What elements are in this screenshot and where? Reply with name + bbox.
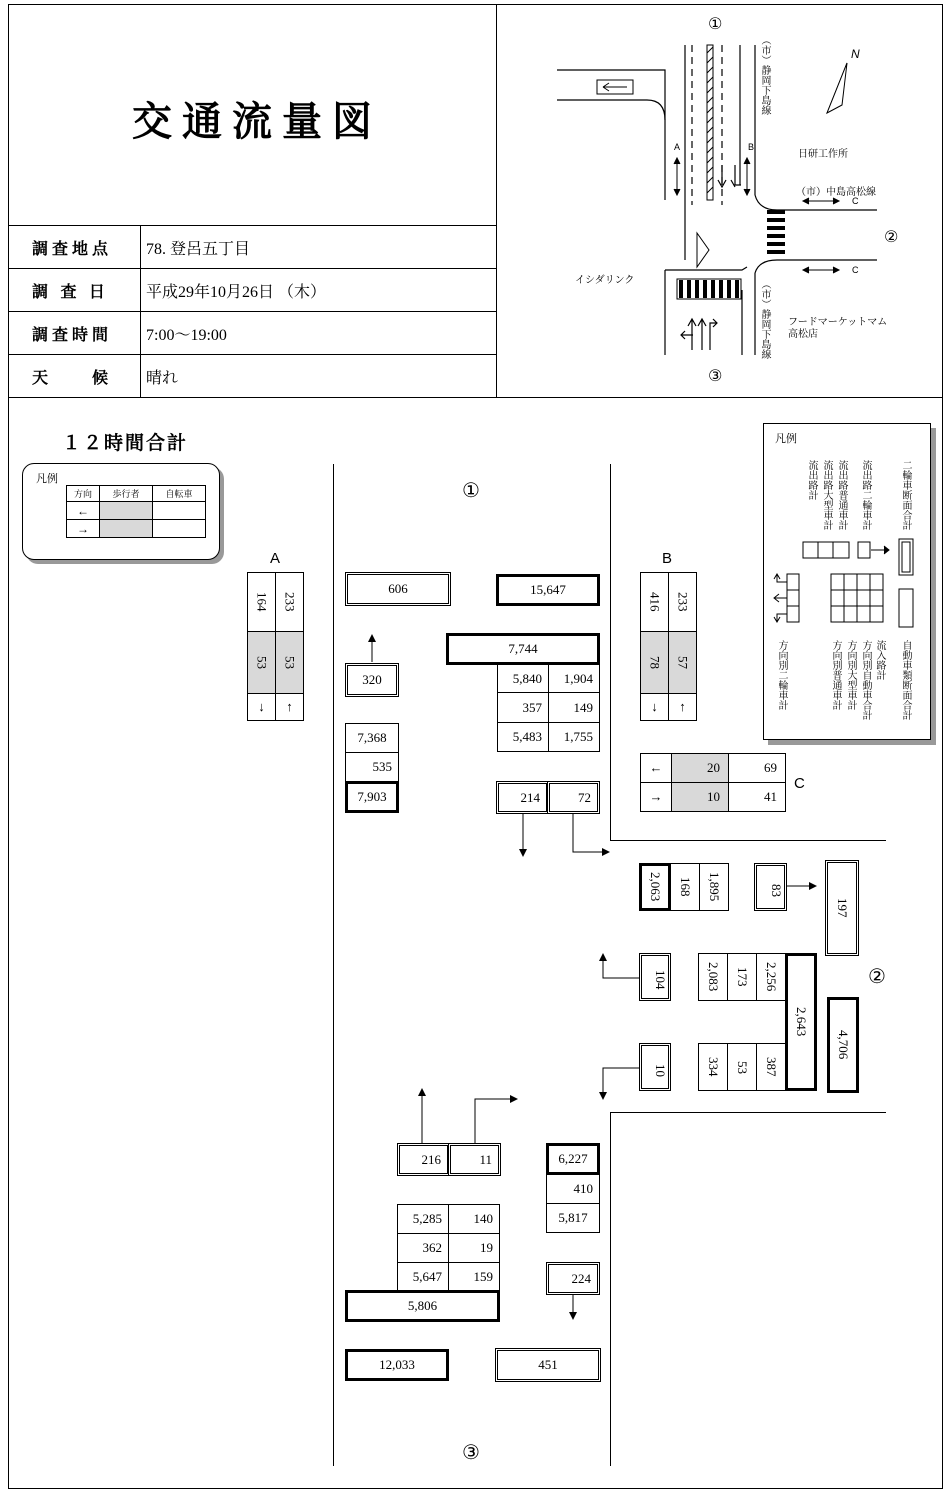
A-a2: ↑ <box>275 693 304 721</box>
legend-c3: 流出路普通車計 <box>836 460 847 530</box>
n1-r2b: 149 <box>548 692 600 723</box>
info-line <box>8 268 496 269</box>
legend-c4: 流出路二輪車計 <box>860 460 871 530</box>
map-point-C1: C <box>852 196 859 206</box>
info-vline <box>140 225 141 397</box>
legend-r2-bike <box>153 520 206 538</box>
n3-r3b: 159 <box>448 1262 500 1292</box>
n1-car-in: 7,744 <box>446 633 600 665</box>
legend-r1: ← <box>67 502 100 520</box>
summary-heading: １２時間合計 <box>62 433 189 454</box>
legend-c2: 流出路大型車計 <box>821 460 832 530</box>
map-point-C2: C <box>852 265 859 275</box>
C-r2g: 10 <box>671 782 729 812</box>
C-r1v: 69 <box>728 753 786 783</box>
n3-r1b: 140 <box>448 1204 500 1234</box>
road-line-bottom-right <box>610 1112 886 1113</box>
C-r2v: 41 <box>728 782 786 812</box>
n2-bike-down: 10 <box>639 1043 671 1091</box>
section-B-label: B <box>662 550 673 567</box>
n2-r2c: 387 <box>756 1043 786 1091</box>
header-divider <box>8 397 942 398</box>
n3-right-total: 451 <box>495 1348 601 1382</box>
B-g2: 57 <box>668 631 697 694</box>
time-value: 7:00～19:00 <box>146 327 227 344</box>
n3-out-total: 6,227 <box>546 1143 600 1175</box>
A-t1: 164 <box>247 572 276 632</box>
legend-h-dir: 方向 <box>67 486 100 502</box>
n1-bike-r: 72 <box>547 781 600 814</box>
n2-r1b: 173 <box>727 953 757 1001</box>
n2-r2b: 53 <box>727 1043 757 1091</box>
n1-r1a: 5,840 <box>497 664 549 693</box>
n1-r2a: 357 <box>497 692 549 723</box>
big-legend-title: 凡例 <box>775 433 797 445</box>
road-line-right-bottom <box>610 1112 611 1466</box>
A-g1: 53 <box>247 631 276 694</box>
n1-r3a: 5,483 <box>497 722 549 752</box>
n1-r1b: 1,904 <box>548 664 600 693</box>
C-r2a: → <box>640 782 672 812</box>
n3-bike-in: 224 <box>546 1262 600 1295</box>
big-legend-boxes <box>763 530 929 640</box>
n1-bike-l: 214 <box>496 781 549 814</box>
map-point-A: A <box>674 142 681 152</box>
location-value: 78. 登呂五丁目 <box>146 241 251 258</box>
legend-b5: 流入路計 <box>874 640 885 680</box>
legend-b4: 方向別自動車合計 <box>860 640 871 720</box>
n2-bike-sect: 197 <box>825 860 859 956</box>
time-label: 調査時間 <box>32 327 113 344</box>
n3-out-large: 410 <box>546 1174 600 1204</box>
C-r1a: ← <box>640 753 672 783</box>
road-line-top-right <box>610 840 886 841</box>
label-nikken: 日研工作所 <box>798 149 848 160</box>
B-a2: ↑ <box>668 693 697 721</box>
small-legend-table <box>66 485 206 538</box>
n2-bike-up: 104 <box>639 953 671 1001</box>
n1-out-c: 7,903 <box>345 781 399 813</box>
label-ishida: イシダリンク <box>575 275 635 286</box>
info-line <box>8 354 496 355</box>
n2-bike-out: 83 <box>754 863 787 911</box>
location-label: 調査地点 <box>32 241 113 258</box>
n2-car-sect: 4,706 <box>827 997 859 1093</box>
n3-bike-r: 11 <box>448 1143 501 1176</box>
road-label-bottom: （市）静岡下島線 <box>759 279 770 359</box>
n2-in-total: 2,643 <box>785 953 817 1091</box>
map-circle-1: ① <box>708 16 723 33</box>
n2-out-large: 168 <box>670 863 700 911</box>
n1-bike-in: 320 <box>345 663 399 697</box>
info-line <box>8 225 496 226</box>
legend-h-bike: 自転車 <box>153 486 206 502</box>
n2-r1c: 2,256 <box>756 953 786 1001</box>
map-circle-2: ② <box>884 229 899 246</box>
legend-r1-ped <box>100 502 153 520</box>
section-C-label: C <box>794 775 805 792</box>
B-g1: 78 <box>640 631 669 694</box>
map-circle-3: ③ <box>708 368 723 385</box>
legend-c1: 流出路計 <box>806 460 817 500</box>
n1-out-b: 535 <box>345 752 399 782</box>
north-label: N <box>851 47 860 61</box>
legend-r2-ped <box>100 520 153 538</box>
n3-r2b: 19 <box>448 1233 500 1263</box>
location-map <box>497 5 941 396</box>
page-title: 交 通 流 量 図 <box>132 99 372 144</box>
B-t1: 416 <box>640 572 669 632</box>
n2-out-total: 2,063 <box>639 863 671 911</box>
label-food: フードマーケットマム <box>788 317 888 328</box>
n2-out-normal: 1,895 <box>699 863 729 911</box>
legend-c5: 二輪車断面合計 <box>900 460 911 530</box>
legend-r2: → <box>67 520 100 538</box>
road-line-left <box>333 464 334 1466</box>
C-r1g: 20 <box>671 753 729 783</box>
circle-2: ② <box>868 966 886 988</box>
date-label: 調 査 日 <box>32 284 109 301</box>
legend-b2: 方向別普通車計 <box>830 640 841 710</box>
n2-r2a: 334 <box>698 1043 728 1091</box>
legend-b6: 自動車類断面合計 <box>900 640 911 720</box>
circle-1: ① <box>462 480 480 502</box>
legend-h-ped: 歩行者 <box>100 486 153 502</box>
n3-in-total: 5,806 <box>345 1290 500 1322</box>
legend-r1-bike <box>153 502 206 520</box>
n3-bike-l: 216 <box>397 1143 450 1176</box>
weather-value: 晴れ <box>146 370 179 387</box>
n3-r3a: 5,647 <box>397 1262 449 1292</box>
n1-right-total: 15,647 <box>496 574 600 606</box>
weather-label: 天 候 <box>32 370 113 387</box>
section-A-label: A <box>270 550 281 567</box>
n1-r3b: 1,755 <box>548 722 600 752</box>
n3-out-normal: 5,817 <box>546 1203 600 1233</box>
n2-r1a: 2,083 <box>698 953 728 1001</box>
n3-r2a: 362 <box>397 1233 449 1263</box>
road-label-top: （市）静岡下島線 <box>759 35 770 115</box>
circle-3: ③ <box>462 1442 480 1464</box>
n3-left-total: 12,033 <box>345 1349 449 1381</box>
n1-out-a: 7,368 <box>345 723 399 753</box>
small-legend-title: 凡例 <box>36 473 58 485</box>
n3-r1a: 5,285 <box>397 1204 449 1234</box>
B-a1: ↓ <box>640 693 669 721</box>
n1-left-total: 606 <box>345 572 451 606</box>
road-line-right-top <box>610 464 611 840</box>
date-value: 平成29年10月26日 （木） <box>146 284 327 301</box>
B-t2: 233 <box>668 572 697 632</box>
map-point-B: B <box>748 142 755 152</box>
road-label-nakajima: （市）中島高松線 <box>796 187 876 198</box>
legend-b1: 方向別二輪車計 <box>776 640 787 710</box>
A-t2: 233 <box>275 572 304 632</box>
A-a1: ↓ <box>247 693 276 721</box>
label-food2: 高松店 <box>788 329 818 340</box>
A-g2: 53 <box>275 631 304 694</box>
info-line <box>8 311 496 312</box>
legend-b3: 方向別大型車計 <box>845 640 856 710</box>
